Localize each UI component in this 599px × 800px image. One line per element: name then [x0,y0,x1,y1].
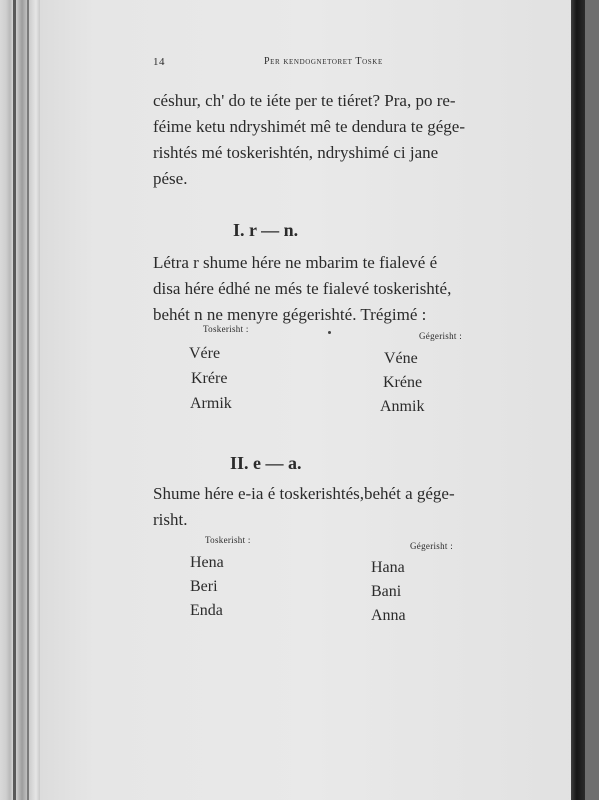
word-gegerisht: Anna [371,607,406,624]
book-spine [0,0,40,800]
word-toskerisht: Vére [189,345,221,362]
word-gegerisht: Anmik [380,398,425,415]
page-number: 14 [153,56,165,68]
page-header [153,52,453,72]
text-line: rishtés mé toskerishtén, ndryshimé ci jane [153,143,439,162]
text-line: behét n ne menyre gégerishté. Trégimé : [153,305,427,324]
word-toskerisht: Enda [190,602,223,619]
text-line: disa hére édhé ne més te fialevé toskerishté, [153,279,452,298]
text-line: céshur, ch' do te iéte per te tiéret? Pra, po re- [153,91,456,110]
word-gegerisht: Kréne [383,374,423,391]
book-page [40,0,585,800]
section2-paragraph [153,481,553,533]
ink-dot [328,331,331,334]
section-heading-2: II. e — a. [230,453,302,473]
intro-paragraph [153,88,553,192]
column-header-gegerisht: Gégerisht : [410,541,454,551]
word-toskerisht: Hena [190,554,224,571]
word-gegerisht: Véne [384,350,418,367]
running-head: Per kendognetoret Toske [264,56,383,67]
text-line: Shume hére e-ia é toskerishtés,behét a gége- [153,484,455,503]
text-line: féime ketu ndryshimét mê te dendura te gége- [153,117,466,136]
word-toskerisht: Armik [190,395,232,412]
text-line: pése. [153,169,188,188]
section1-paragraph [153,250,553,328]
column-header-gegerisht: Gégerisht : [419,331,463,341]
column-header-toskerisht: Toskerisht : [205,535,251,545]
column-header-toskerisht: Toskerisht : [203,324,249,334]
text-line: risht. [153,510,188,529]
spine-edge-line [13,0,16,800]
page-shadow-edge [571,0,585,800]
word-gegerisht: Bani [371,583,402,600]
word-gegerisht: Hana [371,559,405,576]
spine-edge-line [27,0,29,800]
word-toskerisht: Krére [191,370,228,387]
text-line: Létra r shume hére ne mbarim te fialevé é [153,253,438,272]
section-heading-1: I. r — n. [233,220,299,240]
word-toskerisht: Beri [190,578,218,595]
